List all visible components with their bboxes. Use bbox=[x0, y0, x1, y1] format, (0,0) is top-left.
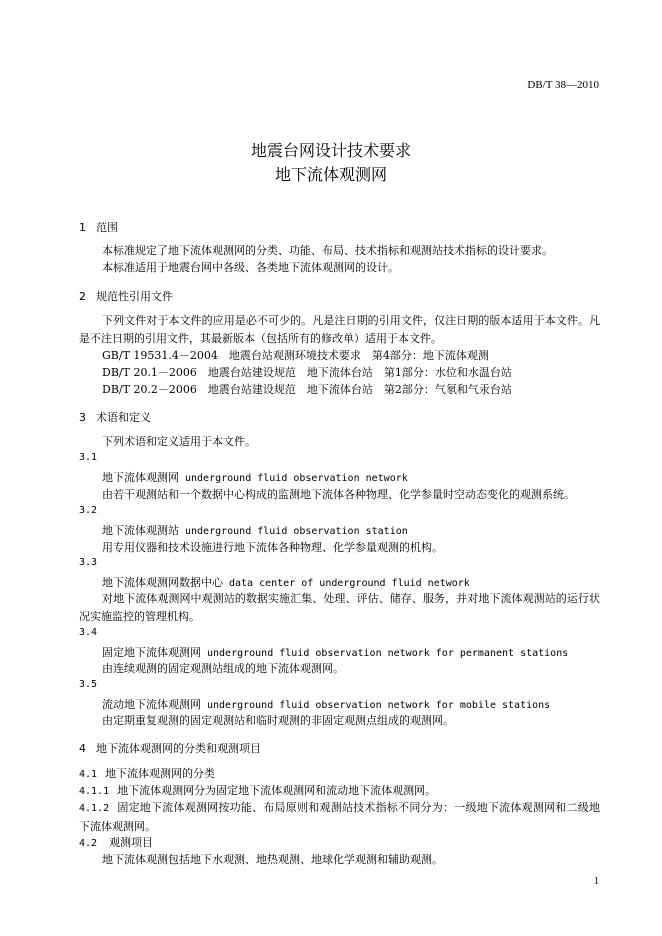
subsection-title: 地下流体观测网的分类 bbox=[105, 767, 216, 780]
term-definition: 由定期重复观测的固定观测站和临时观测的非固定观测点组成的观测网。 bbox=[102, 714, 454, 727]
clause-4-1-2 bbox=[79, 799, 600, 836]
clause-4-1-1 bbox=[79, 782, 436, 798]
subsection-number: 4.2 bbox=[79, 838, 98, 849]
section-3-intro: 下列术语和定义适用于本文件。 bbox=[102, 435, 256, 448]
clause-number: 4.1.2 bbox=[79, 803, 110, 814]
section-3-title: 术语和定义 bbox=[96, 411, 151, 424]
section-2-paragraph: 下列文件对于本文件的应用是必不可少的。凡是注日期的引用文件，仅注日期的版本适用于本文件。凡是不注日期的引用文件，其最新版本（包括所有的修改单）适用于本文件。 bbox=[79, 314, 600, 345]
term-definition: 对地下流体观测网中观测站的数据实施汇集、处理、评估、储存、服务，并对地下流体观测站的运行状况实施监控的管理机构。 bbox=[79, 592, 600, 623]
term-english: underground fluid observation network for permanent stations bbox=[207, 648, 569, 659]
page-number: 1 bbox=[594, 876, 599, 887]
clause-number: 4.1.1 bbox=[79, 786, 110, 797]
section-4-number: 4 bbox=[79, 742, 86, 755]
clause-text: 固定地下流体观测网按功能、布局原则和观测站技术指标不同分为：一级地下流体观测网和二级地下流体观测网。 bbox=[79, 801, 600, 833]
term-definition: 由若干观测站和一个数据中心构成的监测地下流体各种物理、化学参量时空动态变化的观测系统。 bbox=[102, 488, 575, 501]
section-1-number: 1 bbox=[79, 221, 86, 234]
term-heading bbox=[102, 469, 408, 485]
section-3-heading bbox=[79, 409, 151, 425]
section-1-paragraph-2: 本标准适用于地震台网中各级、各类地下流体观测网的设计。 bbox=[102, 261, 399, 274]
term-heading bbox=[102, 644, 568, 660]
standard-number: DB/T 38—2010 bbox=[527, 79, 599, 91]
section-4-heading bbox=[79, 740, 261, 756]
section-2-heading bbox=[79, 288, 173, 304]
term-chinese: 地下流体观测网 bbox=[102, 471, 179, 484]
document-subtitle: 地下流体观测网 bbox=[274, 165, 387, 184]
subsection-4-1-heading bbox=[79, 765, 215, 781]
reference-item: GB/T 19531.4－2004 地震台站观测环境技术要求 第4部分：地下流体观测 bbox=[102, 349, 489, 362]
term-number: 3.1 bbox=[79, 452, 98, 463]
section-3-number: 3 bbox=[79, 411, 86, 424]
term-english: underground fluid observation station bbox=[185, 526, 408, 537]
section-2-title: 规范性引用文件 bbox=[96, 290, 173, 303]
section-1-title: 范围 bbox=[96, 221, 118, 234]
term-number: 3.3 bbox=[79, 557, 98, 568]
term-heading bbox=[102, 522, 408, 538]
term-english: underground fluid observation network bbox=[185, 473, 408, 484]
term-number: 3.2 bbox=[79, 505, 98, 516]
term-heading bbox=[102, 696, 550, 712]
section-1-heading bbox=[79, 219, 118, 235]
term-chinese: 地下流体观测网数据中心 bbox=[102, 576, 223, 589]
term-chinese: 地下流体观测站 bbox=[102, 524, 179, 537]
term-definition: 用专用仪器和技术设施进行地下流体各种物理、化学参量观测的机构。 bbox=[102, 541, 443, 554]
term-heading bbox=[102, 574, 470, 590]
subsection-title: 观测项目 bbox=[109, 836, 154, 849]
subsection-number: 4.1 bbox=[79, 769, 98, 780]
term-definition: 由连续观测的固定观测站组成的地下流体观测网。 bbox=[102, 662, 344, 675]
section-1-paragraph-1: 本标准规定了地下流体观测网的分类、功能、布局、技术指标和观测站技术指标的设计要求。 bbox=[102, 244, 553, 257]
subsection-4-2-text: 地下流体观测包括地下水观测、地热观测、地球化学观测和辅助观测。 bbox=[102, 853, 443, 866]
document-title: 地震台网设计技术要求 bbox=[250, 141, 411, 160]
term-english: underground fluid observation network for mobile stations bbox=[207, 700, 551, 711]
reference-item: DB/T 20.2－2006 地震台站建设规范 地下流体台站 第2部分：气氡和气汞台站 bbox=[102, 383, 512, 396]
term-chinese: 流动地下流体观测网 bbox=[102, 698, 201, 711]
term-number: 3.5 bbox=[79, 679, 98, 690]
term-chinese: 固定地下流体观测网 bbox=[102, 646, 201, 659]
reference-item: DB/T 20.1－2006 地震台站建设规范 地下流体台站 第1部分：水位和水温台站 bbox=[102, 366, 512, 379]
section-2-number: 2 bbox=[79, 290, 86, 303]
section-4-title: 地下流体观测网的分类和观测项目 bbox=[96, 742, 261, 755]
subsection-4-2-heading bbox=[79, 834, 153, 850]
term-number: 3.4 bbox=[79, 627, 98, 638]
term-english: data center of underground fluid network bbox=[229, 578, 470, 589]
clause-text: 地下流体观测网分为固定地下流体观测网和流动地下流体观测网。 bbox=[117, 784, 437, 797]
